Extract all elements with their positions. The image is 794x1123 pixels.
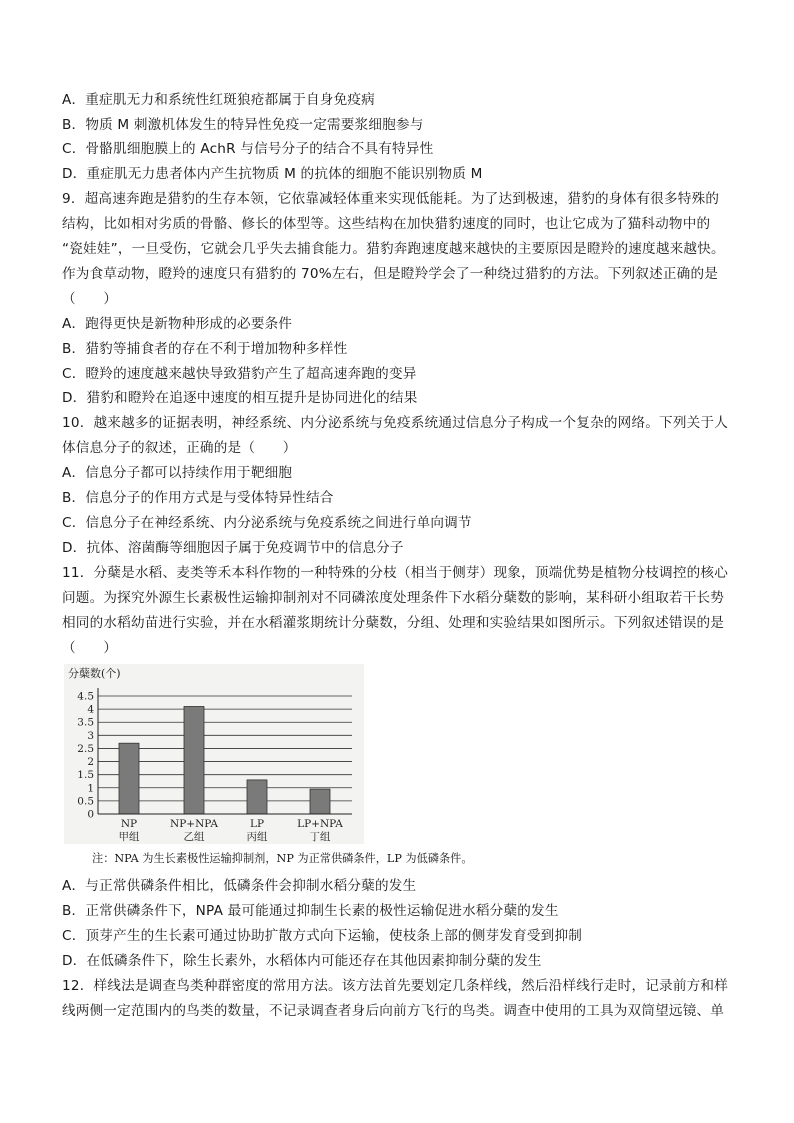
- q10-option-a: A．信息分子都可以持续作用于靶细胞: [62, 465, 293, 481]
- q8-option-b: B．物质 M 刺激机体发生的特异性免疫一定需要浆细胞参与: [62, 117, 424, 133]
- chart-x-tick-group: 丁组: [309, 831, 331, 843]
- q9-option-d: D．猎豹和瞪羚在追逐中速度的相互提升是协同进化的结果: [62, 390, 418, 406]
- chart-y-tick-label: 0.5: [77, 795, 94, 808]
- chart-y-tick-label: 4.5: [77, 690, 94, 703]
- q8-option-a: A．重症肌无力和系统性红斑狼疮都属于自身免疫病: [62, 92, 375, 108]
- chart-x-tick-group: 丙组: [246, 831, 268, 843]
- chart-y-tick-label: 4: [87, 703, 94, 716]
- q9-stem-line-1: 9．超高速奔跑是猎豹的生存本领，它依靠减轻体重来实现低能耗。为了达到极速，猎豹的身体有很多特殊的: [62, 191, 720, 207]
- chart-x-tick-treatment: NP+NPA: [170, 818, 218, 830]
- chart-bar-4: [310, 789, 330, 814]
- chart-y-tick-label: 3: [87, 729, 94, 742]
- q8-option-d: D．重症肌无力患者体内产生抗物质 M 的抗体的细胞不能识别物质 M: [62, 166, 483, 182]
- q11-option-b: B．正常供磷条件下，NPA 最可能通过抑制生长素的极性运输促进水稻分蘖的发生: [62, 903, 559, 919]
- chart-bar-3: [247, 780, 267, 814]
- chart-x-tick-treatment: LP+NPA: [297, 818, 343, 830]
- q9-answer-bracket: （ ）: [62, 291, 118, 307]
- q9-option-b: B．猎豹等捕食者的存在不利于增加物种多样性: [62, 341, 348, 357]
- q11-answer-bracket: （ ）: [62, 640, 118, 656]
- chart-bar-1: [119, 743, 139, 814]
- q11-option-c: C．顶芽产生的生长素可通过协助扩散方式向下运输，使枝条上部的侧芽发育受到抑制: [62, 928, 583, 944]
- q8-option-c: C．骨骼肌细胞膜上的 AchR 与信号分子的结合不具有特异性: [62, 141, 434, 157]
- chart-y-axis-label: 分蘖数(个): [68, 667, 121, 680]
- q12-stem-line-2: 线两侧一定范围内的鸟类的数量，不记录调查者身后向前方飞行的鸟类。调查中使用的工具为双筒望远镜、单: [62, 1003, 725, 1019]
- chart-x-tick-treatment: NP: [120, 818, 138, 830]
- q9-stem-line-4: 作为食草动物，瞪羚的速度只有猎豹的 70%左右，但是瞪羚学会了一种绕过猎豹的方法。下列叙述正确的是: [62, 266, 719, 282]
- q9-stem-line-3: “瓷娃娃”，一旦受伤，它就会几乎失去捕食能力。猎豹奔跑速度越来越快的主要原因是瞪羚的速度越来越快。: [62, 241, 725, 257]
- q11-stem-line-2: 问题。为探究外源生长素极性运输抑制剂对不同磷浓度处理条件下水稻分蘖数的影响，某科研小组取若干长势: [62, 590, 725, 606]
- q11-stem-line-3: 相同的水稻幼苗进行实验，并在水稻灌浆期统计分蘖数，分组、处理和实验结果如图所示。下列叙述错误的是: [62, 615, 725, 631]
- q10-stem-line-1: 10．越来越多的证据表明，神经系统、内分泌系统与免疫系统通过信息分子构成一个复杂的网络。下列关于人: [62, 415, 728, 431]
- chart-y-tick-label: 3.5: [77, 716, 94, 729]
- q10-option-c: C．信息分子在神经系统、内分泌系统与免疫系统之间进行单向调节: [62, 515, 472, 531]
- chart-x-tick-group: 乙组: [183, 831, 205, 843]
- q10-option-d: D．抗体、溶菌酶等细胞因子属于免疫调节中的信息分子: [62, 540, 404, 556]
- tiller-count-chart-svg: [64, 664, 364, 844]
- q11-option-d: D．在低磷条件下，除生长素外，水稻体内可能还存在其他因素抑制分蘖的发生: [62, 953, 542, 969]
- q11-option-a: A．与正常供磷条件相比，低磷条件会抑制水稻分蘖的发生: [62, 878, 417, 894]
- q10-stem-line-2: 体信息分子的叙述，正确的是（ ）: [62, 440, 297, 456]
- tiller-count-chart: [64, 664, 364, 844]
- chart-y-tick-label: 1.5: [77, 769, 94, 782]
- chart-y-tick-label: 2: [87, 756, 94, 769]
- chart-x-tick-treatment: LP: [249, 818, 265, 830]
- q9-option-a: A．跑得更快是新物种形成的必要条件: [62, 316, 293, 332]
- q10-option-b: B．信息分子的作用方式是与受体特异性结合: [62, 490, 334, 506]
- chart-bar-2: [184, 706, 204, 814]
- chart-x-tick-group: 甲组: [118, 831, 140, 843]
- q9-stem-line-2: 结构，比如相对劣质的骨骼、修长的体型等。这些结构在加快猎豹速度的同时，也让它成为了猫科动物中的: [62, 216, 711, 232]
- chart-y-tick-label: 1: [87, 782, 94, 795]
- chart-footnote: 注：NPA 为生长素极性运输抑制剂，NP 为正常供磷条件，LP 为低磷条件。: [92, 852, 473, 865]
- q9-option-c: C．瞪羚的速度越来越快导致猎豹产生了超高速奔跑的变异: [62, 366, 417, 382]
- q11-stem-line-1: 11．分蘖是水稻、麦类等禾本科作物的一种特殊的分枝（相当于侧芽）现象，顶端优势是植物分枝调控的核心: [62, 565, 728, 581]
- chart-y-tick-label: 2.5: [77, 742, 94, 755]
- chart-y-tick-label: 0: [87, 808, 94, 821]
- q12-stem-line-1: 12．样线法是调查鸟类种群密度的常用方法。该方法首先要划定几条样线，然后沿样线行走时，记录前方和样: [62, 978, 728, 994]
